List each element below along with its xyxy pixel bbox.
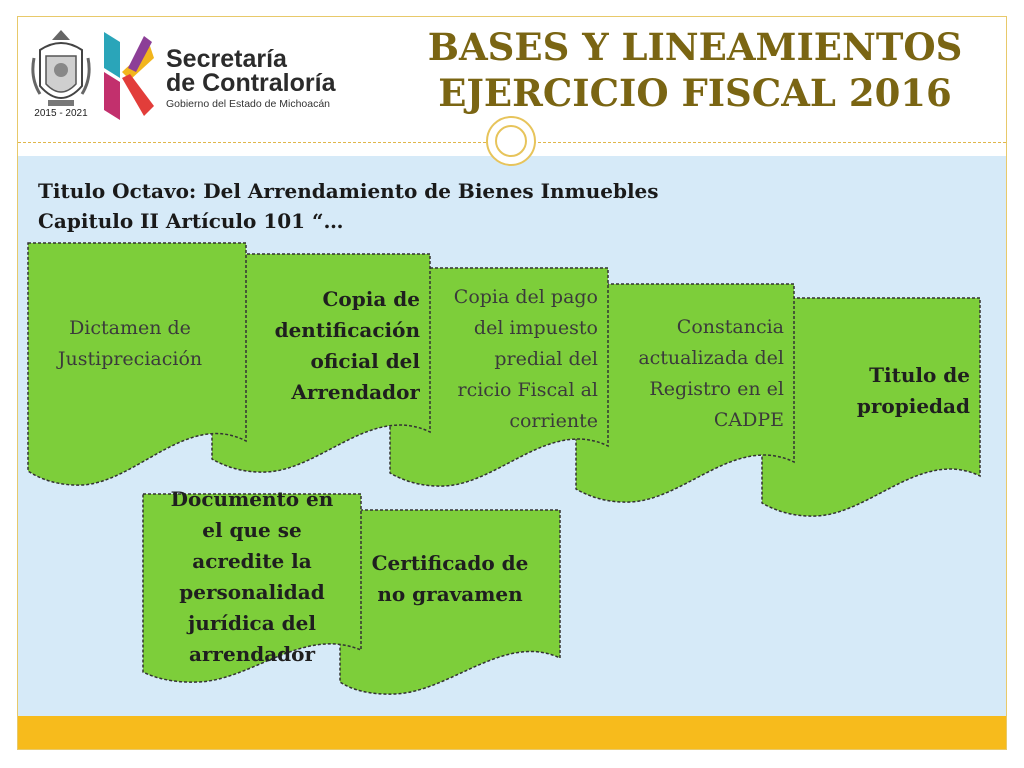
document-line: propiedad (856, 394, 970, 418)
ring-ornament-icon (486, 116, 536, 166)
document-card-dictamen (28, 243, 246, 491)
document-line: Constancia (676, 316, 784, 338)
page-title (390, 24, 1000, 116)
document-line: Documento en (170, 487, 334, 511)
document-line: Copia del pago (453, 286, 598, 308)
document-card-personalidad-juridica (143, 487, 361, 686)
brand-tagline: Gobierno del Estado de Michoacán (166, 98, 331, 110)
document-line: CADPE (713, 409, 784, 431)
document-line: arrendador (188, 642, 316, 666)
document-line: Arrendador (291, 380, 420, 404)
seal-years-label: 2015 - 2021 (34, 108, 88, 119)
document-line: predial del (494, 348, 598, 370)
document-line: actualizada del (638, 347, 784, 369)
document-line: acredite la (192, 549, 312, 573)
document-line: corriente (509, 410, 598, 432)
document-line: jurídica del (188, 611, 316, 635)
document-line: no gravamen (377, 582, 523, 606)
document-line: dentificación (274, 318, 420, 342)
document-line: Justipreciación (57, 348, 203, 370)
document-line: Certificado de (371, 551, 529, 575)
document-line: Copia de (322, 287, 420, 311)
document-line: Registro en el (649, 378, 784, 400)
subtitle-line1: Titulo Octavo: Del Arrendamiento de Bienes Inmuebles (38, 179, 659, 203)
document-line: oficial del (310, 349, 420, 373)
title-line1: BASES Y LINEAMIENTOS (427, 25, 963, 69)
document-line: Titulo de (869, 363, 970, 387)
document-line: rcicio Fiscal al (457, 379, 598, 401)
subtitle-line2: Capitulo II Artículo 101 “… (38, 209, 344, 233)
title-line2: EJERCICIO FISCAL 2016 (438, 71, 952, 115)
document-line: Dictamen de (69, 317, 191, 339)
document-card-certificado-gravamen (340, 510, 560, 700)
brand-name-line1: Secretaría (166, 45, 287, 73)
subtitle (38, 176, 659, 236)
document-line: del impuesto (473, 317, 598, 339)
document-line: el que se (202, 518, 302, 542)
brand-name-line2: de Contraloría (166, 69, 336, 97)
footer-bar (18, 716, 1006, 749)
contraloria-k-logo (100, 28, 156, 124)
document-line: personalidad (179, 580, 325, 604)
